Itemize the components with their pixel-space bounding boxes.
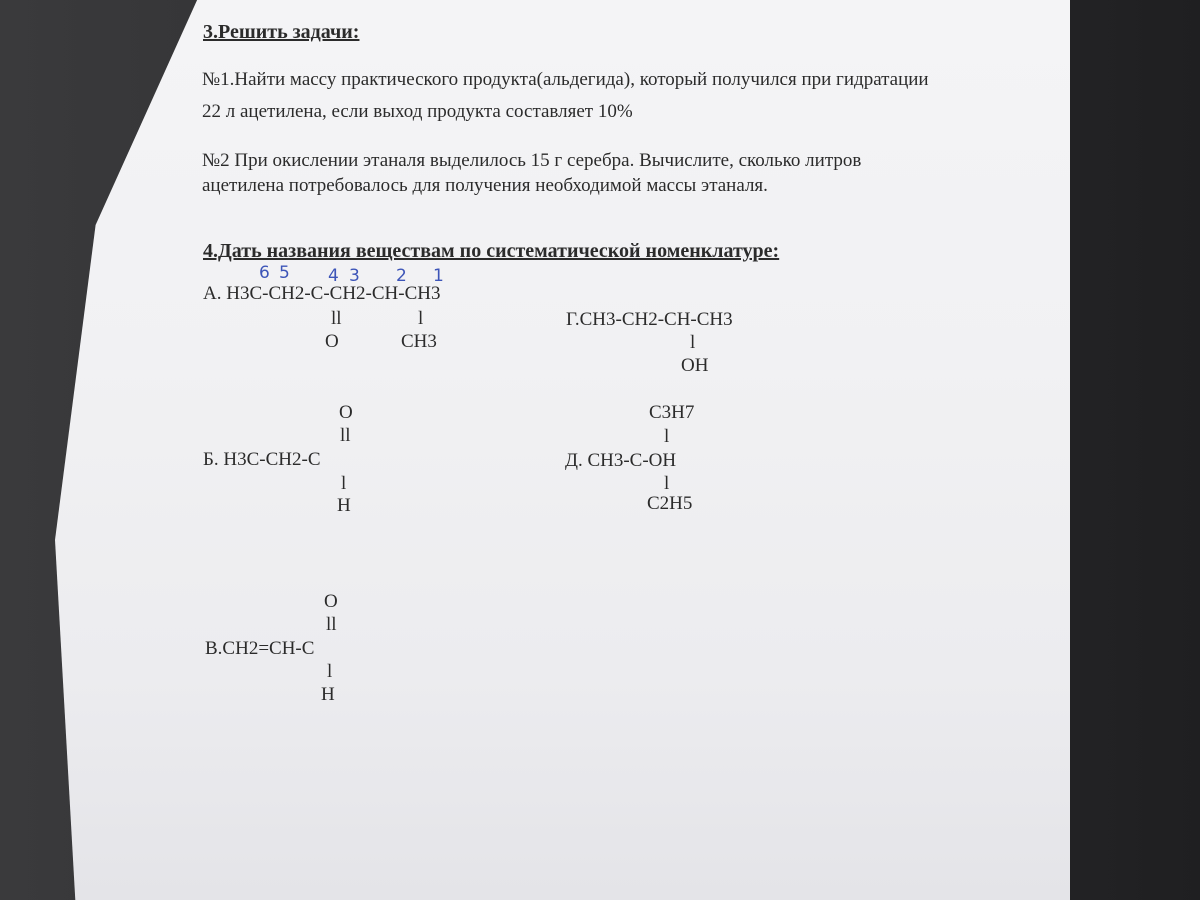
formula-d-bottom-bond: l [664, 473, 670, 494]
formula-a-single-bond: l [418, 308, 424, 329]
handwritten-number: 6 [259, 263, 270, 283]
formula-v-oxygen: O [324, 591, 338, 612]
formula-g-hydroxyl: OH [681, 355, 709, 376]
formula-v-double-bond: ll [326, 614, 337, 635]
handwritten-number: 2 [396, 266, 407, 286]
formula-b-hydrogen: H [337, 495, 351, 516]
formula-d-propyl: C3H7 [649, 402, 695, 423]
formula-a-oxygen: O [325, 331, 339, 352]
formula-a-double-bond: ll [331, 308, 342, 329]
formula-g-bond: l [690, 332, 696, 353]
formula-d-ethyl: C2H5 [647, 493, 693, 514]
section-4-heading: 4.Дать названия веществам по систематической номенклатуре: [203, 240, 780, 262]
formula-d-main: Д. CH3-C-OH [565, 450, 677, 471]
task-1-line-2: 22 л ацетилена, если выход продукта составляет 10% [202, 101, 633, 122]
formula-a-methyl: CH3 [401, 331, 437, 352]
formula-v-hydrogen: H [321, 684, 335, 705]
task-2-line-2: ацетилена потребовалось для получения необходимой массы этаналя. [202, 175, 768, 196]
task-1-line-1: №1.Найти массу практического продукта(альдегида), который получился при гидратации [202, 69, 929, 90]
formula-g-main: Г.CH3-CH2-CH-CH3 [566, 309, 733, 330]
handwritten-number: 1 [433, 266, 444, 286]
handwritten-number: 4 [328, 266, 339, 286]
handwritten-number: 5 [279, 263, 290, 283]
task-2-line-1: №2 При окислении этаналя выделилось 15 г серебра. Вычислите, сколько литров [202, 150, 862, 171]
formula-v-single-bond: l [327, 661, 333, 682]
formula-a-main: А. H3C-CH2-C-CH2-CH-CH3 [203, 283, 441, 304]
formula-v-main: В.CH2=CH-C [205, 638, 315, 659]
formula-b-main: Б. H3C-CH2-C [203, 449, 321, 470]
handwritten-number: 3 [349, 266, 360, 286]
formula-b-oxygen: O [339, 402, 353, 423]
formula-d-top-bond: l [664, 426, 670, 447]
formula-b-double-bond: ll [340, 425, 351, 446]
section-3-heading: 3.Решить задачи: [203, 21, 360, 43]
formula-b-single-bond: l [341, 473, 347, 494]
